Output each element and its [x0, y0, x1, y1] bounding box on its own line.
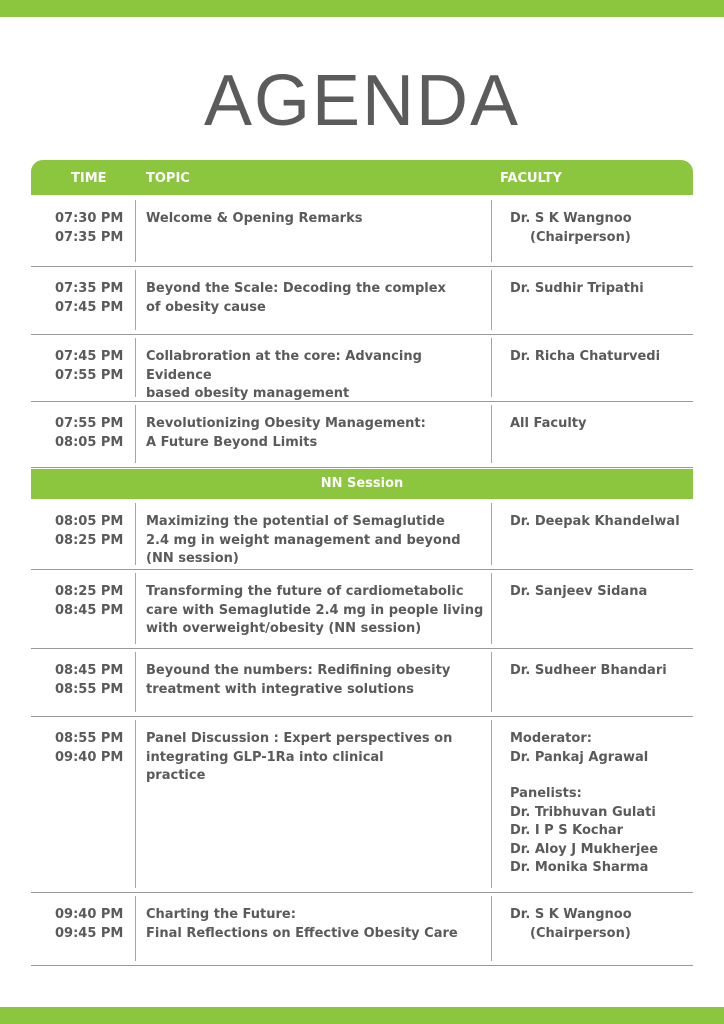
topic-line: based obesity management: [146, 386, 350, 401]
topic-line: Transforming the future of cardiometabolic: [146, 584, 464, 599]
session-topic: [146, 210, 486, 229]
session-topic: [146, 348, 486, 404]
topic-line: Charting the Future:: [146, 907, 296, 922]
faculty-line: Dr. Tribhuvan Gulati: [510, 804, 656, 820]
faculty-line: Dr. Monika Sharma: [510, 860, 649, 875]
session-topic: [146, 583, 486, 639]
topic-line: A Future Beyond Limits: [146, 434, 318, 450]
session-faculty: [510, 513, 690, 532]
time-end: 07:55 PM: [55, 367, 124, 383]
time-start: 07:30 PM: [55, 211, 124, 226]
session-time: [55, 210, 155, 247]
column-divider: [491, 573, 492, 644]
topic-line: Revolutionizing Obesity Management:: [146, 416, 426, 431]
session-faculty: [510, 210, 690, 247]
session-faculty: [510, 662, 690, 681]
column-divider: [491, 720, 492, 888]
faculty-line: Moderator:: [510, 731, 592, 746]
session-banner: NN Session: [31, 469, 693, 499]
topic-line: Final Reflections on Effective Obesity Care: [146, 925, 458, 941]
topic-line: practice: [146, 768, 206, 783]
column-divider: [491, 896, 492, 961]
faculty-line: Dr. Deepak Khandelwal: [510, 514, 680, 529]
session-topic: [146, 513, 486, 569]
session-topic: [146, 662, 486, 699]
time-end: 08:25 PM: [55, 532, 124, 548]
header-topic: TOPIC: [146, 171, 190, 186]
session-time: [55, 730, 155, 767]
session-topic: [146, 730, 486, 786]
session-time: [55, 583, 155, 620]
topic-line: with overweight/obesity (NN session): [146, 621, 422, 636]
session-faculty: [510, 415, 690, 434]
time-end: 08:05 PM: [55, 434, 124, 450]
faculty-line: Dr. Sanjeev Sidana: [510, 584, 648, 599]
faculty-line: Dr. S K Wangnoo: [510, 211, 632, 226]
topic-line: Collabroration at the core: Advancing Evidence: [146, 349, 422, 383]
time-end: 09:45 PM: [55, 925, 124, 941]
topic-line: Beyond the Scale: Decoding the complex: [146, 281, 446, 296]
session-time: [55, 348, 155, 385]
table-row: [31, 648, 693, 717]
table-row: [31, 499, 693, 570]
faculty-line: Dr. I P S Kochar: [510, 823, 624, 838]
session-topic: [146, 415, 486, 452]
topic-line: care with Semaglutide 2.4 mg in people living: [146, 602, 484, 618]
topic-line: Maximizing the potential of Semaglutide: [146, 514, 445, 529]
table-row: [31, 401, 693, 468]
session-time: [55, 415, 155, 452]
topic-line: (NN session): [146, 551, 239, 566]
topic-line: of obesity cause: [146, 299, 266, 315]
table-header: [31, 160, 693, 195]
column-divider: [491, 503, 492, 565]
session-time: [55, 280, 155, 317]
time-end: 07:35 PM: [55, 229, 124, 245]
column-divider: [491, 652, 492, 712]
faculty-line: Dr. Pankaj Agrawal: [510, 749, 649, 765]
session-faculty: [510, 348, 690, 367]
table-row: [31, 716, 693, 893]
table-row: [31, 569, 693, 649]
header-time: TIME: [71, 171, 107, 186]
faculty-line: Dr. Aloy J Mukherjee: [510, 841, 659, 857]
session-faculty: [510, 583, 690, 602]
faculty-line: All Faculty: [510, 416, 587, 431]
column-divider: [491, 338, 492, 397]
session-topic: [146, 906, 486, 943]
time-start: 08:45 PM: [55, 663, 124, 678]
time-end: 08:45 PM: [55, 602, 124, 618]
session-faculty: [510, 906, 690, 943]
table-row: [31, 196, 693, 267]
table-row: [31, 892, 693, 966]
table-row: [31, 334, 693, 402]
session-time: [55, 662, 155, 699]
page-title: AGENDA: [203, 61, 521, 141]
top-accent-bar: [0, 0, 724, 17]
session-faculty: [510, 730, 690, 878]
faculty-line: Dr. Richa Chaturvedi: [510, 349, 661, 364]
bottom-accent-bar: [0, 1007, 724, 1024]
topic-line: integrating GLP-1Ra into clinical: [146, 749, 384, 765]
faculty-line: Panelists:: [510, 786, 582, 801]
faculty-line: [510, 767, 690, 785]
time-start: 09:40 PM: [55, 907, 124, 922]
faculty-line: Dr. S K Wangnoo: [510, 907, 632, 922]
session-time: [55, 513, 155, 550]
time-end: 09:40 PM: [55, 749, 124, 765]
faculty-line: (Chairperson): [530, 229, 631, 245]
time-end: 08:55 PM: [55, 681, 124, 697]
table-row: [31, 266, 693, 335]
session-topic: [146, 280, 486, 317]
topic-line: Panel Discussion : Expert perspectives on: [146, 731, 453, 746]
time-start: 08:25 PM: [55, 584, 124, 599]
column-divider: [491, 270, 492, 330]
time-start: 07:35 PM: [55, 281, 124, 296]
faculty-line: Dr. Sudhir Tripathi: [510, 281, 644, 296]
topic-line: Welcome & Opening Remarks: [146, 211, 363, 226]
topic-line: treatment with integrative solutions: [146, 681, 414, 697]
time-end: 07:45 PM: [55, 299, 124, 315]
topic-line: 2.4 mg in weight management and beyond: [146, 532, 461, 548]
time-start: 08:05 PM: [55, 514, 124, 529]
time-start: 07:55 PM: [55, 416, 124, 431]
session-faculty: [510, 280, 690, 299]
header-faculty: FACULTY: [500, 171, 562, 186]
faculty-line: (Chairperson): [530, 925, 631, 941]
session-time: [55, 906, 155, 943]
topic-line: Beyound the numbers: Redifining obesity: [146, 663, 451, 678]
faculty-line: Dr. Sudheer Bhandari: [510, 663, 667, 678]
time-start: 07:45 PM: [55, 349, 124, 364]
column-divider: [491, 200, 492, 262]
column-divider: [491, 405, 492, 463]
time-start: 08:55 PM: [55, 731, 124, 746]
